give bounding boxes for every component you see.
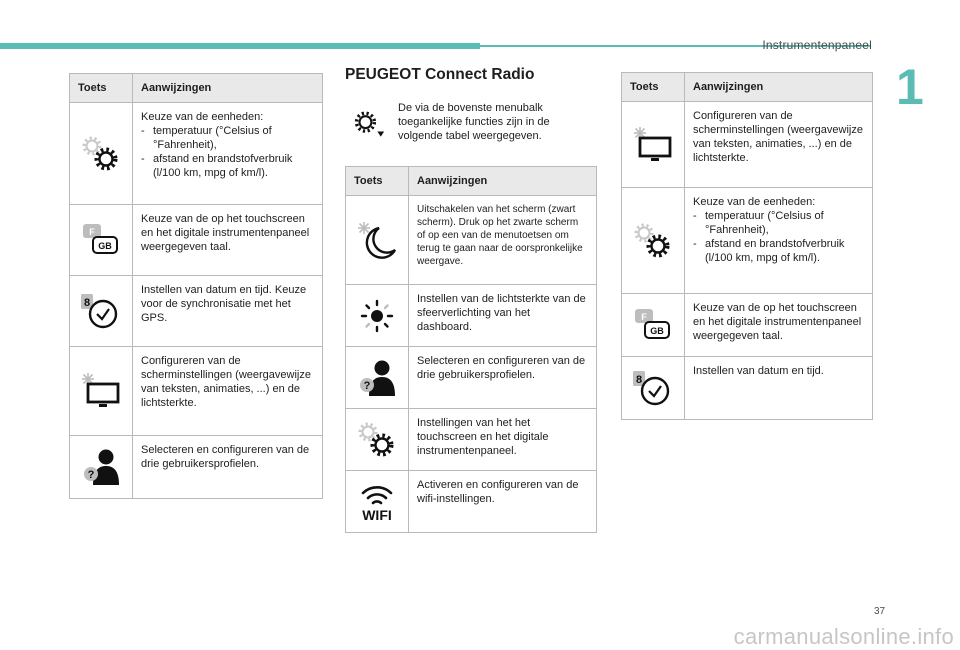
notes-cell: Configureren van de scherminstellingen (weergavewijze van teksten, animaties, ...) en de lichtsterkte.	[133, 347, 323, 436]
language-flags-icon	[79, 220, 123, 260]
notes-cell: Instellen van de lichtsterkte van de sfeerverlichting van het dashboard.	[409, 285, 597, 347]
settings-gears-icon	[79, 134, 123, 174]
key-cell	[622, 102, 685, 188]
notes-cell: Keuze van de op het touchscreen en het digitale instrumentenpaneel weergegeven taal.	[685, 294, 873, 357]
user-profile-icon	[355, 358, 399, 398]
header-accent-bar	[0, 43, 480, 49]
table-row	[346, 196, 597, 285]
notes-cell: Uitschakelen van het scherm (zwart scherm). Druk op het zwarte scherm of op een van de menutoetsen om terug te gaan naar de oorspronkelijke weergave.	[409, 196, 597, 285]
user-profile-icon	[79, 447, 123, 487]
notes-cell	[685, 188, 873, 294]
table-header-row	[70, 74, 323, 103]
column-header-key: Toets	[70, 74, 133, 103]
key-cell	[346, 471, 409, 533]
table-row	[70, 276, 323, 347]
key-cell	[70, 103, 133, 205]
table-row	[70, 103, 323, 205]
key-cell	[622, 188, 685, 294]
right-settings-table	[621, 72, 873, 420]
table-row	[622, 102, 873, 188]
notes-cell: Selecteren en configureren van de drie gebruikersprofielen.	[409, 347, 597, 409]
notes-cell: Selecteren en configureren van de drie gebruikersprofielen.	[133, 436, 323, 499]
table-row	[622, 188, 873, 294]
key-cell	[70, 347, 133, 436]
table-row	[622, 294, 873, 357]
section-heading: PEUGEOT Connect Radio	[345, 66, 535, 83]
key-cell	[346, 285, 409, 347]
display-brightness-icon	[79, 371, 123, 411]
dark-mode-moon-icon	[355, 220, 399, 260]
svg-text:8: 8	[83, 297, 91, 309]
column-header-notes: Aanwijzingen	[409, 167, 597, 196]
key-cell	[346, 347, 409, 409]
watermark: carmanualsonline.info	[733, 624, 954, 649]
svg-text:GB: GB	[98, 241, 112, 251]
table-row	[346, 285, 597, 347]
column-header-key: Toets	[346, 167, 409, 196]
svg-text:8: 8	[635, 374, 643, 386]
display-brightness-icon	[631, 125, 675, 165]
notes-cell: Configureren van de scherminstellingen (weergavewijze van teksten, animaties, ...) en de lichtsterkte.	[685, 102, 873, 188]
language-flags-icon	[631, 305, 675, 345]
bullet-item: - afstand en brandstofverbruik (l/100 km, mpg of km/l).	[141, 153, 293, 179]
bullet-item: - temperatuur (°Celsius of °Fahrenheit),	[141, 125, 272, 151]
clock-calendar-icon	[79, 291, 123, 331]
svg-text:?: ?	[363, 379, 371, 392]
settings-gears-icon	[355, 420, 399, 460]
brightness-sun-icon	[355, 296, 399, 336]
clock-calendar-icon	[631, 368, 675, 408]
table-row	[70, 205, 323, 276]
bullet-item: - afstand en brandstofverbruik (l/100 km, mpg of km/l).	[693, 238, 845, 264]
settings-gears-icon	[631, 221, 675, 261]
svg-text:F: F	[641, 312, 647, 322]
radio-functions-table	[345, 166, 597, 533]
notes-cell	[133, 103, 323, 205]
key-cell	[346, 196, 409, 285]
table-row	[70, 347, 323, 436]
notes-cell: Instellen van datum en tijd. Keuze voor de synchronisatie met het GPS.	[133, 276, 323, 347]
key-cell	[70, 205, 133, 276]
table-row	[346, 347, 597, 409]
left-settings-table	[69, 73, 323, 499]
notes-text: Keuze van de eenheden:	[693, 196, 816, 208]
table-row	[346, 471, 597, 533]
table-header-row	[622, 73, 873, 102]
section-title: Instrumentenpaneel	[762, 38, 872, 52]
settings-menu-icon	[348, 106, 388, 140]
table-row	[346, 409, 597, 471]
svg-text:F: F	[89, 227, 95, 237]
key-cell	[70, 276, 133, 347]
wifi-icon	[355, 481, 399, 523]
notes-text: Keuze van de eenheden:	[141, 111, 264, 123]
svg-text:GB: GB	[650, 326, 664, 336]
key-cell	[622, 294, 685, 357]
key-cell	[70, 436, 133, 499]
key-cell	[622, 357, 685, 420]
table-row	[622, 357, 873, 420]
bullet-item: - temperatuur (°Celsius of °Fahrenheit),	[693, 210, 824, 236]
chapter-number: 1	[896, 59, 924, 115]
notes-cell: Instellingen van het het touchscreen en het digitale instrumentenpaneel.	[409, 409, 597, 471]
column-header-notes: Aanwijzingen	[685, 73, 873, 102]
notes-cell: Instellen van datum en tijd.	[685, 357, 873, 420]
key-cell	[346, 409, 409, 471]
intro-text: De via de bovenste menubalk toegankelijke functies zijn in de volgende tabel weergegeven.	[398, 102, 550, 142]
notes-cell: Keuze van de op het touchscreen en het digitale instrumentenpaneel weergegeven taal.	[133, 205, 323, 276]
svg-text:WIFI: WIFI	[362, 506, 392, 523]
column-header-notes: Aanwijzingen	[133, 74, 323, 103]
table-header-row	[346, 167, 597, 196]
page-number: 37	[874, 606, 886, 617]
column-header-key: Toets	[622, 73, 685, 102]
svg-text:?: ?	[87, 469, 95, 481]
table-row	[70, 436, 323, 499]
notes-cell: Activeren en configureren van de wifi-instellingen.	[409, 471, 597, 533]
